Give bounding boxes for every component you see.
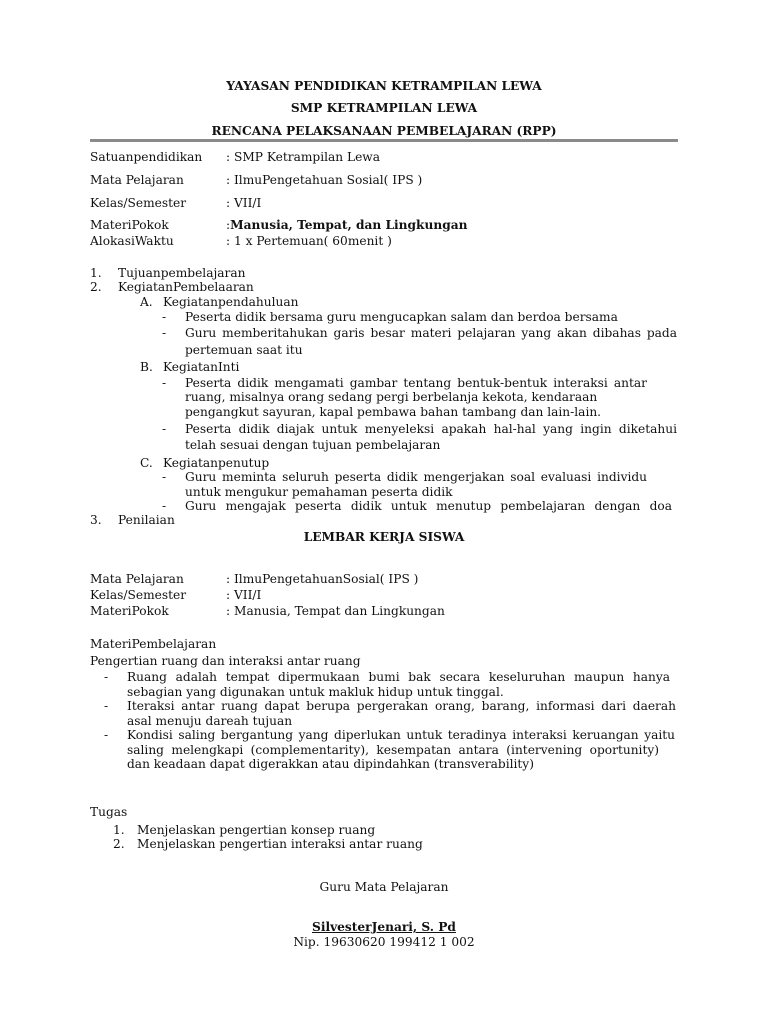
outline-item-tujuan: Tujuanpembelajaran [118, 266, 246, 280]
list-item-cont: asal menuju dareah tujuan [127, 714, 293, 728]
bullet-dash: - [104, 699, 109, 713]
identity-label-mapel: Mata Pelajaran [90, 173, 184, 187]
list-item: Peserta didik bersama guru mengucapkan salam dan berdoa bersama [185, 310, 618, 324]
bullet-dash: - [104, 670, 109, 684]
section-letter-b: B. [140, 360, 153, 374]
list-item-cont: ruang, misalnya orang sedang pergi berbelanja kekota, kendaraan [185, 390, 598, 404]
tugas-heading: Tugas [90, 805, 128, 819]
outline-num-2: 2. [90, 280, 102, 294]
school-name: SMP KETRAMPILAN LEWA [290, 101, 478, 115]
bullet-dash: - [162, 326, 167, 340]
list-item: Iteraksi antar ruang dapat berupa pergerakan orang, barang, informasi dari daerah [127, 699, 676, 713]
header-divider [90, 139, 678, 142]
school-foundation-title: YAYASAN PENDIDIKAN KETRAMPILAN LEWA [226, 79, 542, 93]
list-item: Peserta didik diajak untuk menyeleksi apakah hal-hal yang ingin diketahui [185, 422, 677, 436]
lks-value-materi: : Manusia, Tempat dan Lingkungan [226, 604, 445, 618]
materi-heading: MateriPembelajaran [90, 637, 217, 651]
outline-item-kegiatan: KegiatanPembelaaran [118, 280, 254, 294]
section-letter-a: A. [140, 295, 153, 309]
lks-label-kelas: Kelas/Semester [90, 588, 187, 602]
materi-subheading: Pengertian ruang dan interaksi antar ruang [90, 654, 361, 668]
tugas-num-2: 2. [113, 837, 125, 851]
signature-name: SilvesterJenari, S. Pd [312, 920, 456, 934]
identity-value-kelas: : VII/I [226, 196, 262, 210]
signature-role: Guru Mata Pelajaran [319, 880, 449, 894]
bullet-dash: - [104, 728, 109, 742]
list-item-cont: untuk mengukur pemahaman peserta didik [185, 485, 453, 499]
outline-num-1: 1. [90, 266, 102, 280]
list-item-cont: saling melengkapi (complementarity), kesempatan antara (intervening oportunity) [127, 743, 659, 757]
list-item: Guru memberitahukan garis besar materi pelajaran yang akan dibahas pada [185, 326, 677, 340]
tugas-item-2: Menjelaskan pengertian interaksi antar ruang [137, 837, 423, 851]
bullet-dash: - [162, 376, 167, 390]
list-item-cont: telah sesuai dengan tujuan pembelajaran [185, 438, 441, 452]
identity-materi-text: Manusia, Tempat, dan Lingkungan [230, 218, 468, 232]
identity-value-materi [226, 218, 468, 232]
worksheet-title: LEMBAR KERJA SISWA [303, 530, 465, 544]
bullet-dash: - [162, 499, 167, 513]
section-letter-c: C. [140, 456, 153, 470]
bullet-dash: - [162, 470, 167, 484]
outline-num-3: 3. [90, 513, 102, 527]
signature-nip: Nip. 19630620 199412 1 002 [293, 935, 475, 949]
identity-sep-materi: : [226, 218, 231, 232]
lks-label-mapel: Mata Pelajaran [90, 572, 184, 586]
list-item-cont: dan keadaan dapat digerakkan atau dipindahkan (transverability) [127, 757, 534, 771]
identity-label-kelas: Kelas/Semester [90, 196, 187, 210]
bullet-dash: - [162, 310, 167, 324]
identity-value-satuan: : SMP Ketrampilan Lewa [226, 150, 381, 164]
lks-value-mapel: : IlmuPengetahuanSosial( IPS ) [226, 572, 419, 586]
tugas-num-1: 1. [113, 823, 125, 837]
bullet-dash: - [162, 422, 167, 436]
tugas-item-1: Menjelaskan pengertian konsep ruang [137, 823, 376, 837]
identity-label-satuan: Satuanpendidikan [90, 150, 203, 164]
document-title: RENCANA PELAKSANAAN PEMBELAJARAN (RPP) [211, 124, 557, 138]
section-title-inti: KegiatanInti [163, 360, 240, 374]
identity-value-mapel: : IlmuPengetahuan Sosial( IPS ) [226, 173, 423, 187]
identity-label-alokasi: AlokasiWaktu [90, 234, 174, 248]
list-item: Kondisi saling bergantung yang diperlukan untuk teradinya interaksi keruangan yaitu [127, 728, 675, 742]
list-item: Peserta didik mengamati gambar tentang bentuk-bentuk interaksi antar [185, 376, 647, 390]
list-item-cont: pertemuan saat itu [185, 343, 303, 357]
identity-label-materi: MateriPokok [90, 218, 169, 232]
list-item-cont: pengangkut sayuran, kapal pembawa bahan tambang dan lain-lain. [185, 405, 602, 419]
outline-item-penilaian: Penilaian [118, 513, 175, 527]
list-item: Guru mengajak peserta didik untuk menutup pembelajaran dengan doa [185, 499, 672, 513]
list-item: Ruang adalah tempat dipermukaan bumi bak secara keseluruhan maupun hanya [127, 670, 670, 684]
lks-value-kelas: : VII/I [226, 588, 262, 602]
lks-label-materi: MateriPokok [90, 604, 169, 618]
identity-value-alokasi: : 1 x Pertemuan( 60menit ) [226, 234, 392, 248]
section-title-penutup: Kegiatanpenutup [163, 456, 270, 470]
section-title-pendahuluan: Kegiatanpendahuluan [163, 295, 299, 309]
list-item-cont: sebagian yang digunakan untuk makluk hidup untuk tinggal. [127, 685, 504, 699]
list-item: Guru meminta seluruh peserta didik mengerjakan soal evaluasi individu [185, 470, 647, 484]
